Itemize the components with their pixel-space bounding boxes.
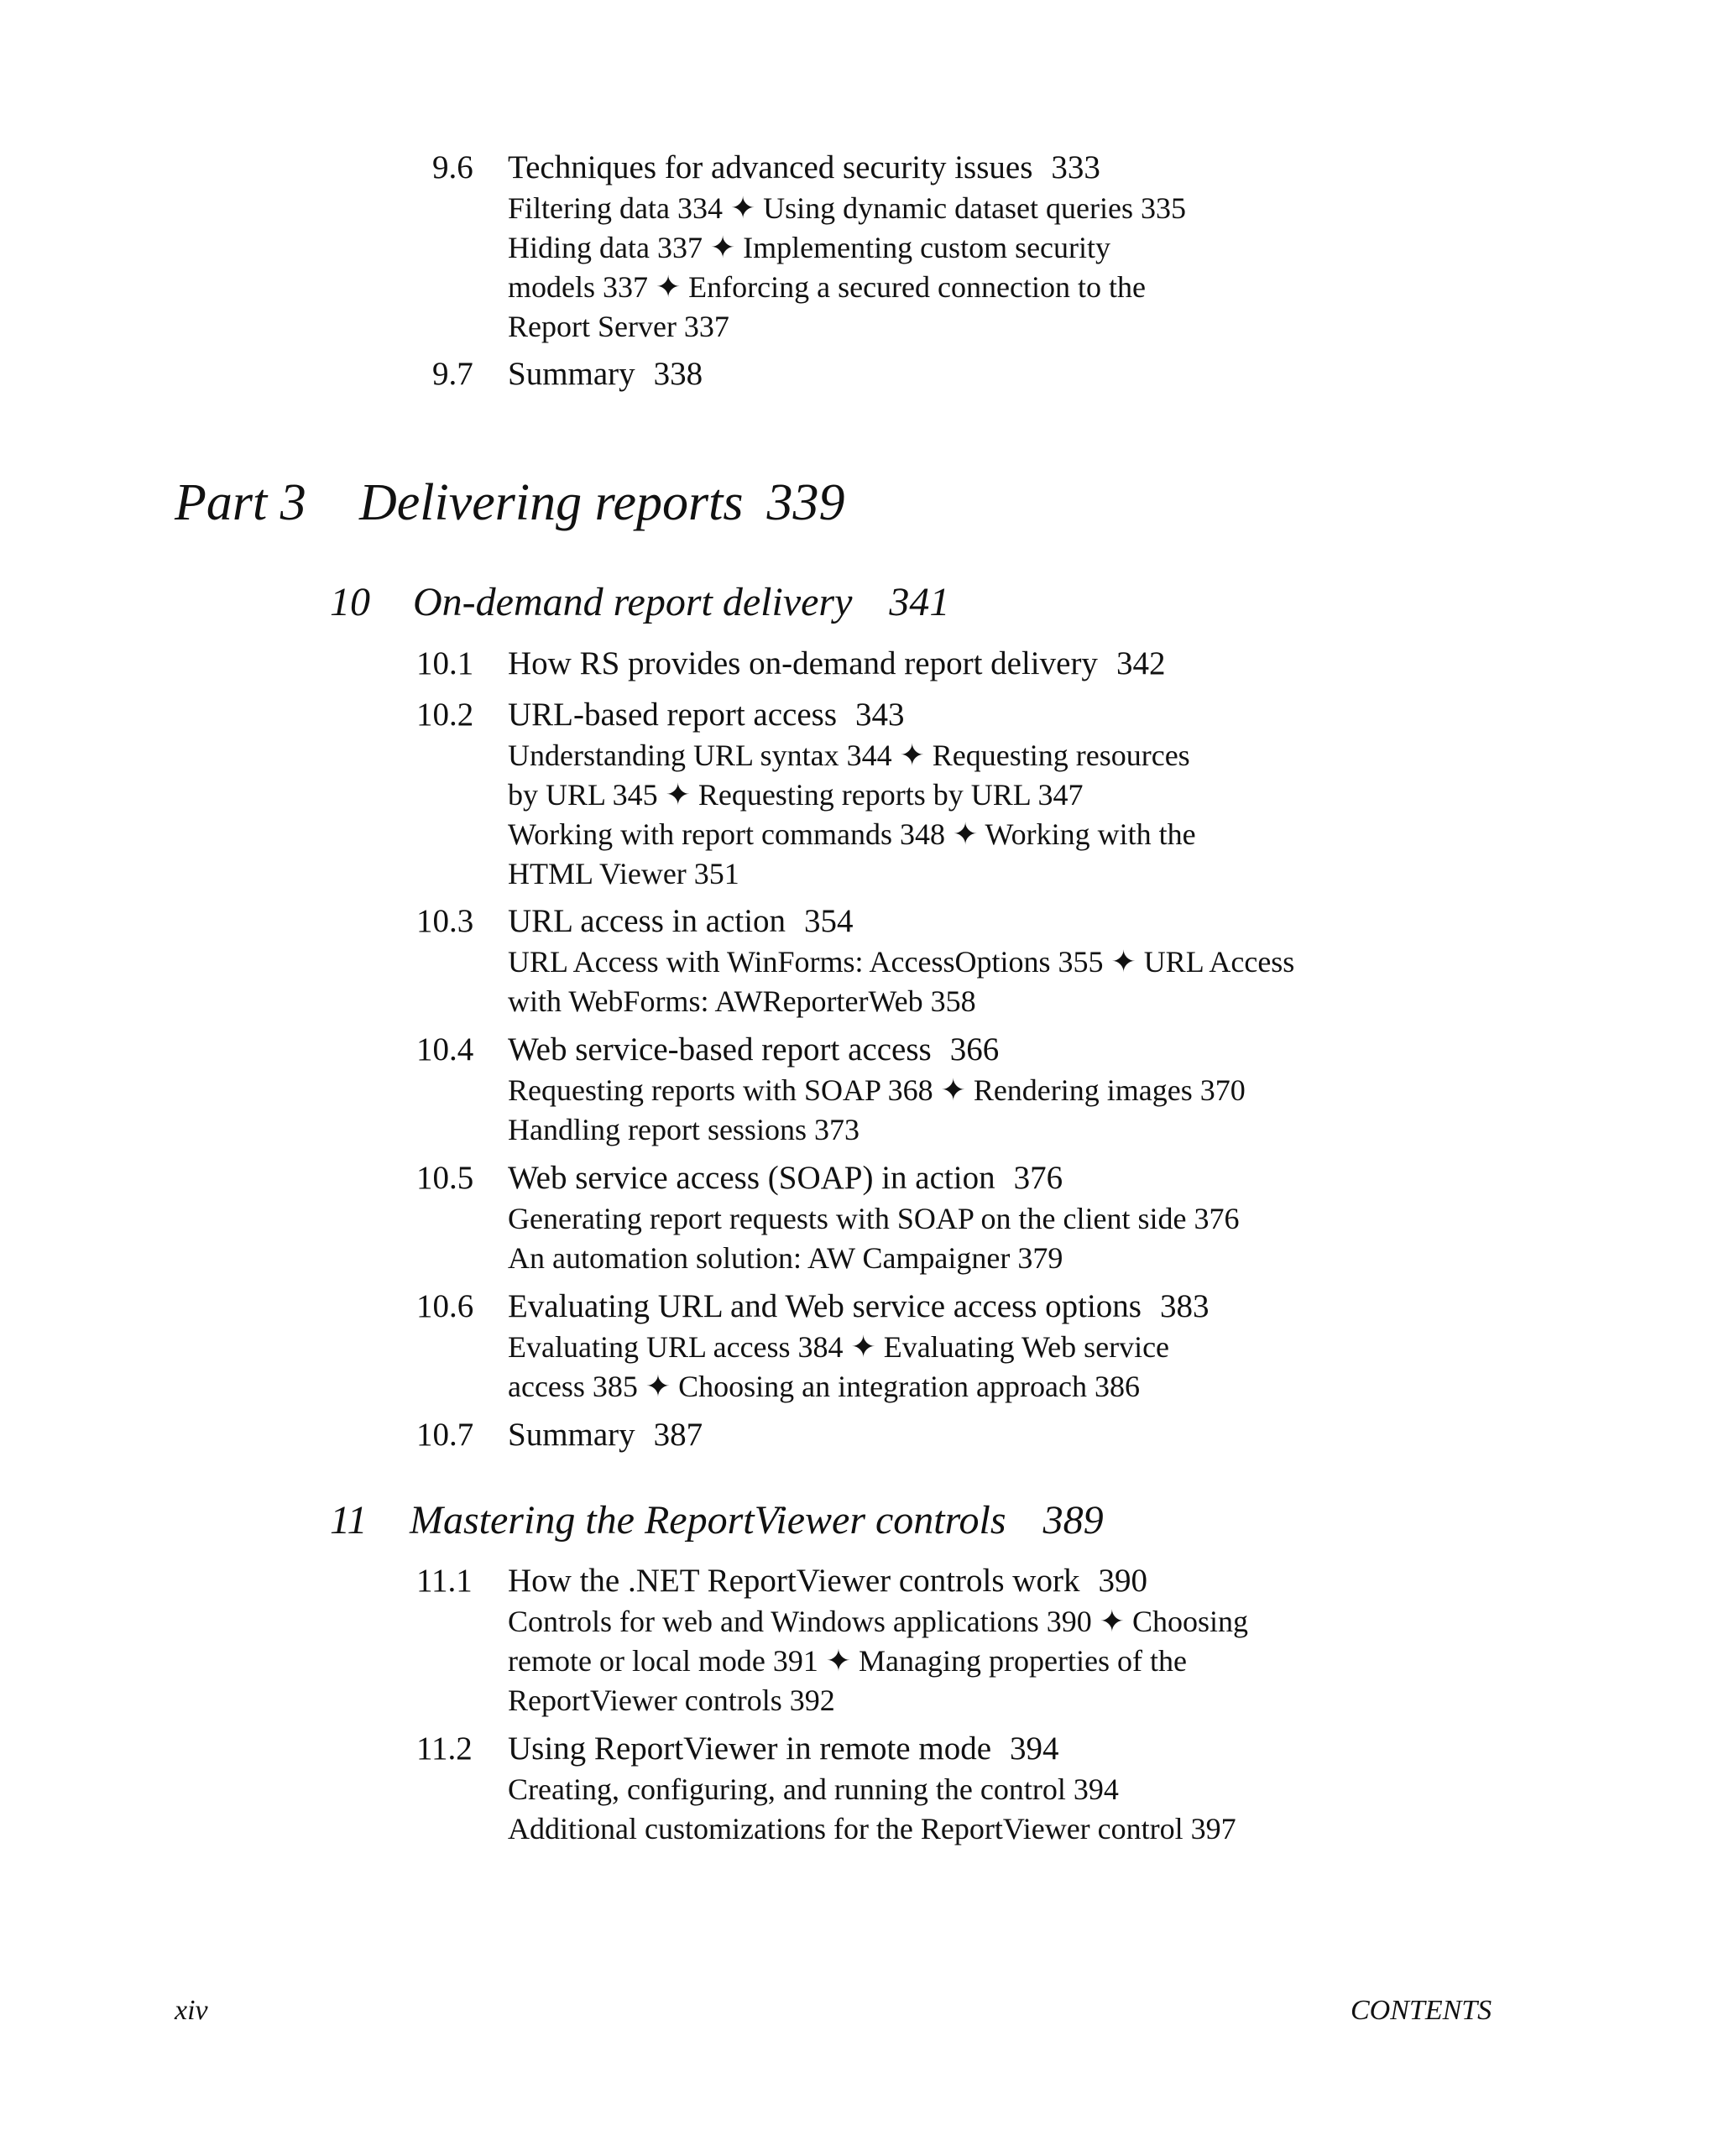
section-page: 366: [949, 1031, 1000, 1068]
section-page: 354: [804, 903, 854, 939]
chapter-title-text: Mastering the ReportViewer controls: [410, 1498, 1006, 1543]
section-number: 9.6: [432, 149, 473, 185]
section-details-line: Controls for web and Windows applications 390 ✦ Choosing: [508, 1605, 1248, 1638]
section-details-line: Creating, configuring, and running the control 394: [508, 1772, 1119, 1806]
section-number: 10.4: [416, 1031, 474, 1068]
chapter-page: 389: [1042, 1498, 1104, 1543]
section-title-text: URL access in action: [508, 903, 786, 939]
section-number: 10.3: [416, 903, 474, 939]
part-title: [359, 475, 844, 530]
section-page: 390: [1098, 1563, 1147, 1599]
section-page: 338: [653, 356, 703, 392]
section-title: [508, 1033, 999, 1067]
section-details-line: Working with report commands 348 ✦ Working with the: [508, 817, 1196, 851]
section-title-text: Summary: [508, 1417, 635, 1453]
part-title-text: Delivering reports: [359, 474, 744, 531]
section-details-line: Additional customizations for the ReportViewer control 397: [508, 1812, 1236, 1845]
section-details-line: URL Access with WinForms: AccessOptions 355 ✦ URL Access: [508, 945, 1295, 979]
section-number: 10.2: [416, 697, 474, 733]
section-title: [508, 151, 1100, 185]
chapter-title: [413, 581, 949, 624]
section-title: [508, 1732, 1059, 1766]
running-footer: CONTENTS: [1351, 1995, 1492, 2026]
section-title-text: How RS provides on-demand report delivery: [508, 645, 1098, 681]
section-details-line: An automation solution: AW Campaigner 379: [508, 1241, 1063, 1275]
section-details-line: Understanding URL syntax 344 ✦ Requesting resources: [508, 739, 1190, 772]
section-title-text: Summary: [508, 356, 635, 392]
section-title: [508, 1564, 1147, 1598]
section-title-text: How the .NET ReportViewer controls work: [508, 1563, 1080, 1599]
section-page: 343: [855, 697, 905, 733]
section-title: [508, 647, 1165, 681]
section-details-line: access 385 ✦ Choosing an integration approach 386: [508, 1370, 1140, 1403]
section-details-line: Generating report requests with SOAP on the client side 376: [508, 1202, 1240, 1235]
section-page: 383: [1159, 1288, 1210, 1324]
section-details-line: Evaluating URL access 384 ✦ Evaluating Web service: [508, 1330, 1170, 1364]
section-title-text: Web service-based report access: [508, 1031, 932, 1068]
section-number: 10.6: [416, 1288, 474, 1324]
section-title-text: Evaluating URL and Web service access options: [508, 1288, 1142, 1324]
section-details-line: HTML Viewer 351: [508, 857, 739, 890]
section-title: [508, 358, 703, 391]
chapter-title: [410, 1499, 1104, 1543]
section-number: 10.1: [416, 645, 474, 681]
section-page: 376: [1013, 1160, 1063, 1196]
chapter-number: 11: [330, 1498, 368, 1543]
section-details-line: with WebForms: AWReporterWeb 358: [508, 984, 976, 1018]
section-details-line: remote or local mode 391 ✦ Managing properties of the: [508, 1644, 1187, 1678]
section-title-text: Using ReportViewer in remote mode: [508, 1731, 992, 1767]
section-details-line: by URL 345 ✦ Requesting reports by URL 347: [508, 778, 1084, 812]
page-number-footer: xiv: [175, 1995, 208, 2026]
section-page: 394: [1010, 1731, 1059, 1767]
chapter-number: 10: [330, 580, 370, 624]
chapter-title-text: On-demand report delivery: [413, 580, 853, 624]
section-number: 10.5: [416, 1160, 474, 1196]
section-details-line: ReportViewer controls 392: [508, 1684, 835, 1717]
section-details-line: Filtering data 334 ✦ Using dynamic dataset queries 335: [508, 191, 1186, 225]
section-page: 342: [1116, 645, 1166, 681]
section-page: 333: [1051, 149, 1100, 185]
section-details-line: Hiding data 337 ✦ Implementing custom security: [508, 231, 1111, 264]
section-title: [508, 698, 905, 732]
section-number: 11.1: [416, 1563, 473, 1599]
section-title: [508, 1162, 1063, 1195]
section-details-line: models 337 ✦ Enforcing a secured connection to the: [508, 270, 1146, 304]
section-page: 387: [653, 1417, 703, 1453]
section-title-text: URL-based report access: [508, 697, 837, 733]
section-title: [508, 905, 854, 938]
section-number: 9.7: [432, 356, 473, 392]
section-details-line: Handling report sessions 373: [508, 1113, 860, 1146]
section-number: 10.7: [416, 1417, 474, 1453]
section-title: [508, 1290, 1209, 1323]
section-title-text: Web service access (SOAP) in action: [508, 1160, 995, 1196]
chapter-page: 341: [889, 580, 950, 624]
part-page: 339: [766, 474, 845, 531]
section-title-text: Techniques for advanced security issues: [508, 149, 1033, 185]
section-title: [508, 1418, 703, 1452]
section-details-line: Requesting reports with SOAP 368 ✦ Rendering images 370: [508, 1073, 1246, 1107]
part-label: Part 3: [175, 474, 306, 531]
section-number: 11.2: [416, 1731, 473, 1767]
section-details-line: Report Server 337: [508, 310, 729, 343]
